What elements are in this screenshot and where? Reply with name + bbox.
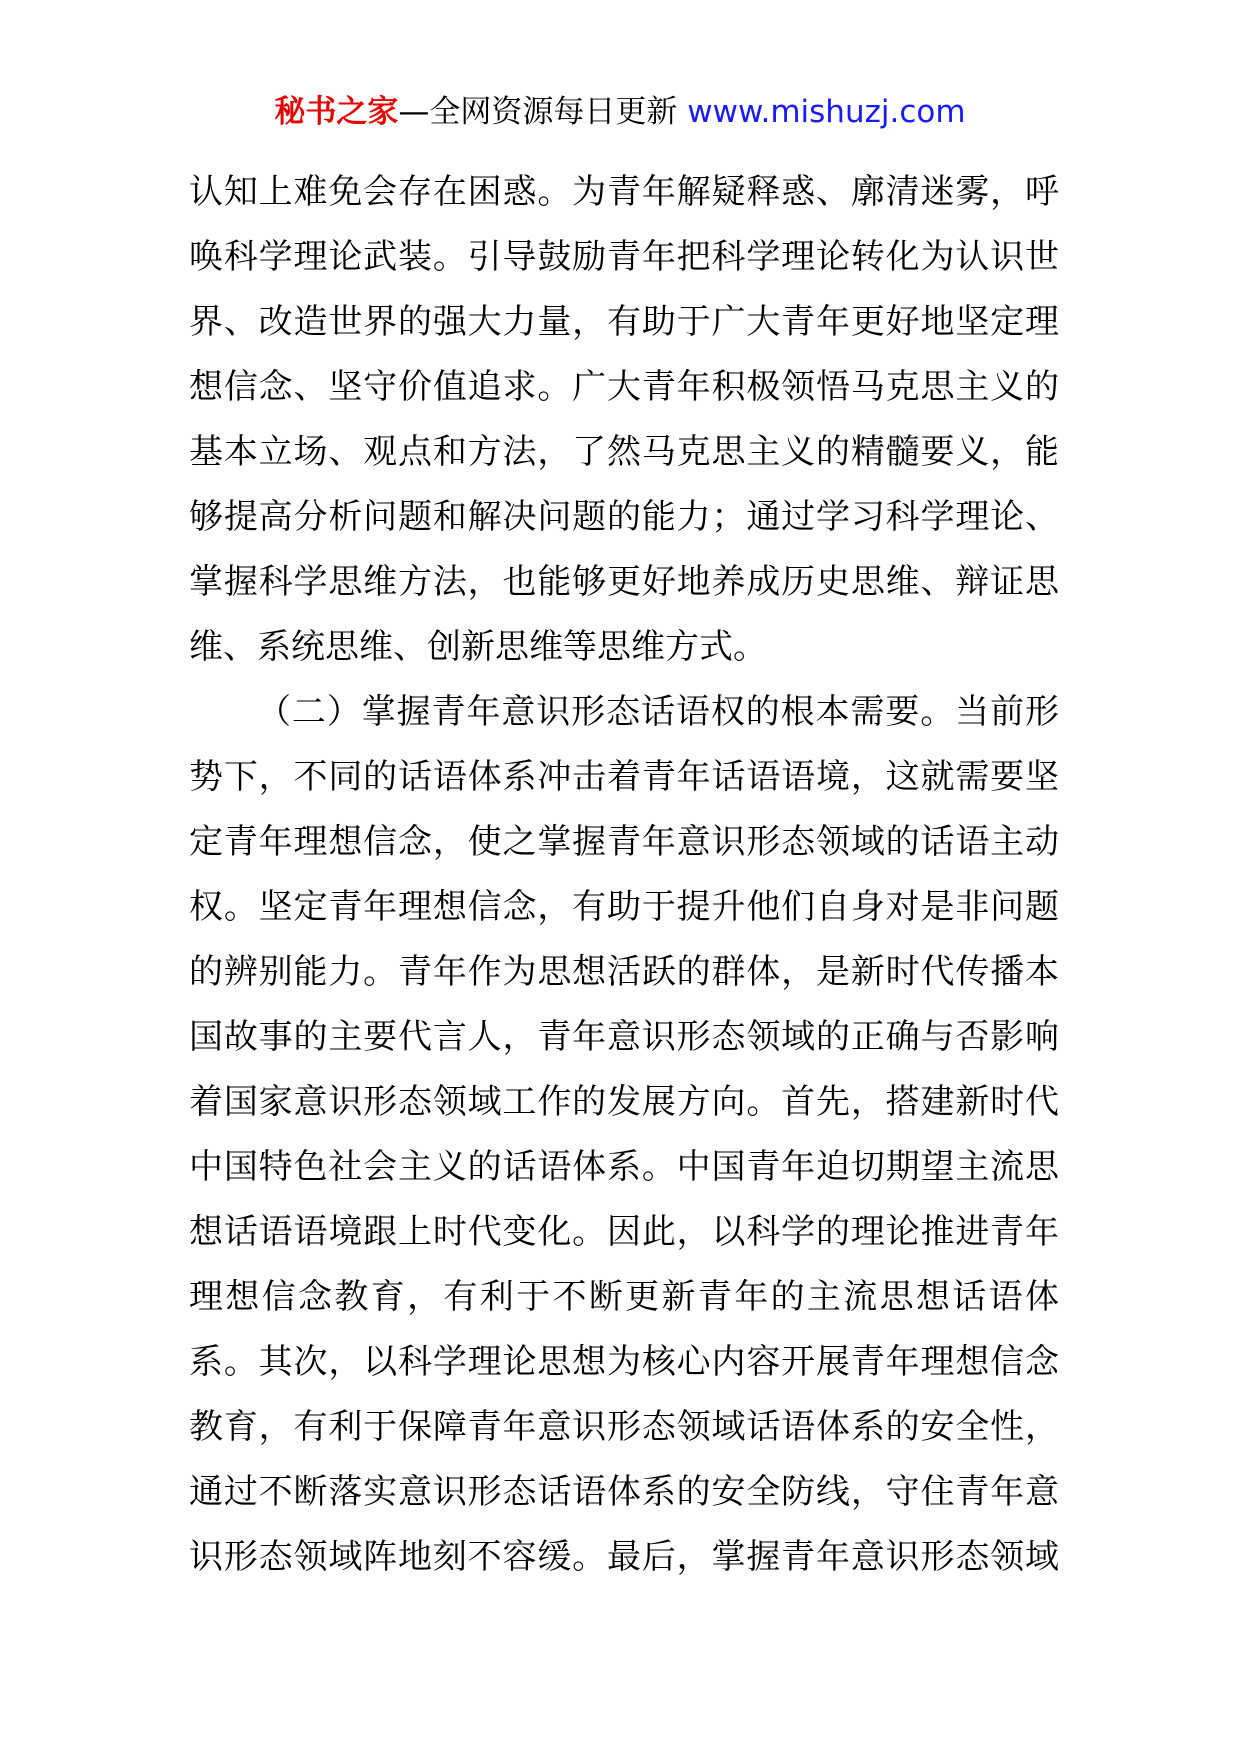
text-line: 界、改造世界的强大力量，有助于广大青年更好地坚定理: [189, 302, 1059, 342]
paragraph-2: [189, 680, 1059, 1590]
text-line: 想信念、坚守价值追求。广大青年积极领悟马克思主义的: [189, 367, 1059, 407]
text-line: 定青年理想信念，使之掌握青年意识形态领域的话语主动: [189, 822, 1059, 862]
text-line: 维、系统思维、创新思维等思维方式。: [189, 627, 767, 667]
text-line: 权。坚定青年理想信念，有助于提升他们自身对是非问题: [189, 887, 1059, 927]
site-brand: 秘书之家: [274, 94, 399, 130]
text-line: 国故事的主要代言人，青年意识形态领域的正确与否影响: [189, 1017, 1059, 1057]
site-url-link[interactable]: www.mishuzj.com: [677, 94, 966, 130]
text-line: 识形态领域阵地刻不容缓。最后，掌握青年意识形态领域: [189, 1537, 1059, 1577]
document-body: [189, 160, 1059, 1590]
text-line: 认知上难免会存在困惑。为青年解疑释惑、廓清迷雾，呼: [189, 172, 1059, 212]
text-line: 掌握科学思维方法，也能够更好地养成历史思维、辩证思: [189, 562, 1059, 602]
text-line: 够提高分析问题和解决问题的能力；通过学习科学理论、: [189, 497, 1059, 537]
site-header: [0, 92, 1240, 132]
text-line: 教育，有利于保障青年意识形态领域话语体系的安全性，: [189, 1407, 1059, 1447]
text-line: 理想信念教育，有利于不断更新青年的主流思想话语体: [189, 1277, 1059, 1317]
paragraph-1: [189, 160, 1059, 680]
text-line: 着国家意识形态领域工作的发展方向。首先，搭建新时代: [189, 1082, 1059, 1122]
text-line: 基本立场、观点和方法，了然马克思主义的精髓要义，能: [189, 432, 1059, 472]
text-line: 通过不断落实意识形态话语体系的安全防线，守住青年意: [189, 1472, 1059, 1512]
text-line: 中国特色社会主义的话语体系。中国青年迫切期望主流思: [189, 1147, 1059, 1187]
text-line: 系。其次，以科学理论思想为核心内容开展青年理想信念: [189, 1342, 1059, 1382]
section-heading-line: （二）掌握青年意识形态话语权的根本需要。当前形: [257, 692, 1059, 732]
text-line: 势下，不同的话语体系冲击着青年话语语境，这就需要坚: [189, 757, 1059, 797]
text-line: 唤科学理论武装。引导鼓励青年把科学理论转化为认识世: [189, 237, 1059, 277]
text-line: 的辨别能力。青年作为思想活跃的群体，是新时代传播本: [189, 952, 1059, 992]
site-tagline: —全网资源每日更新: [398, 94, 678, 130]
text-line: 想话语语境跟上时代变化。因此，以科学的理论推进青年: [189, 1212, 1059, 1252]
